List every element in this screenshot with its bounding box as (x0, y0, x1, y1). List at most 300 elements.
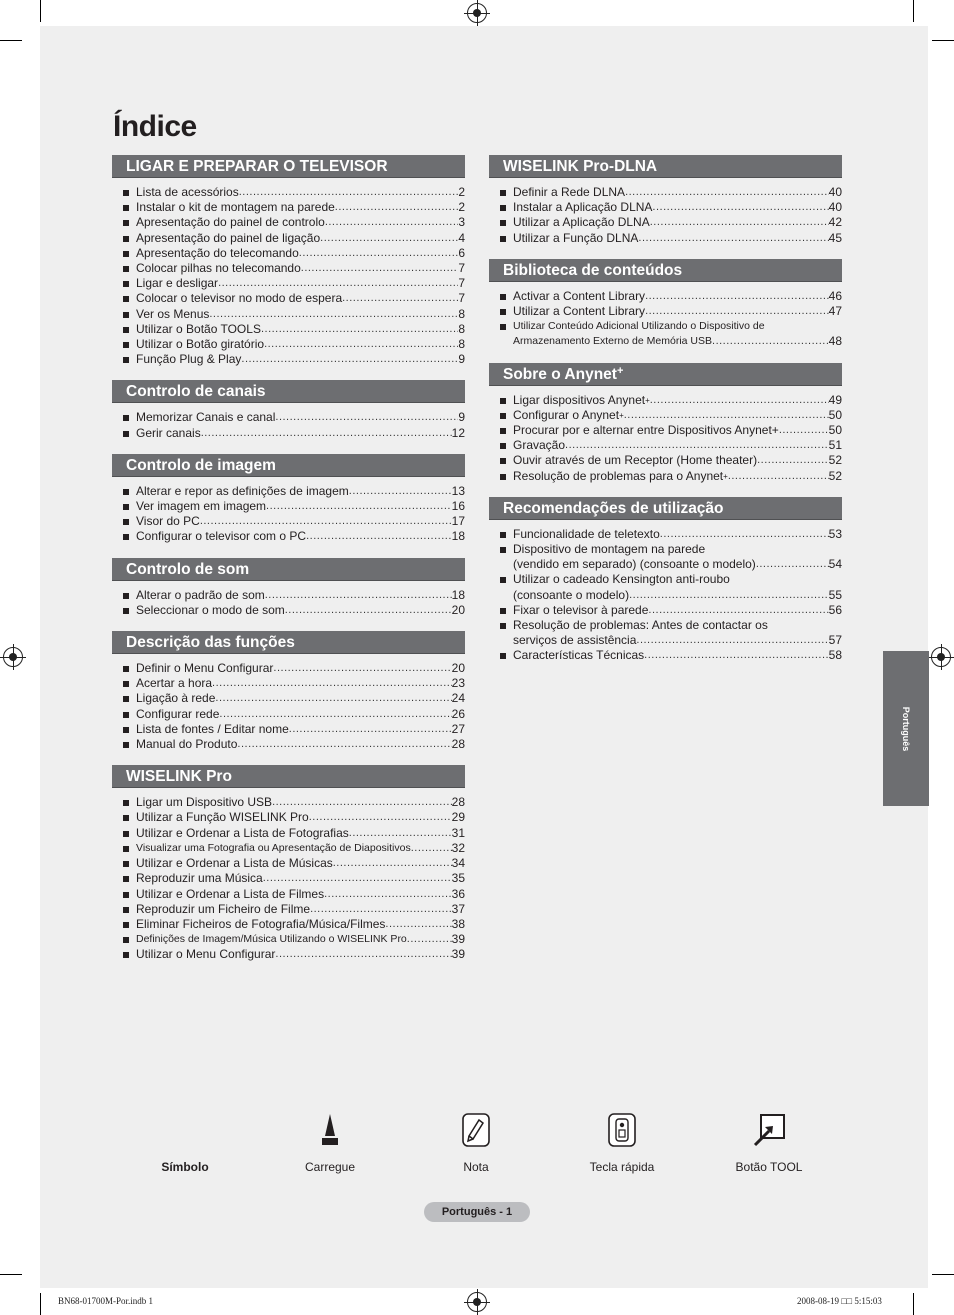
dot-leader (201, 426, 452, 441)
dot-leader (411, 841, 452, 856)
toc-entry[interactable] (122, 841, 465, 856)
toc-entry-page: 6 (458, 245, 465, 260)
toc-entry-page: 4 (458, 230, 465, 245)
dot-leader (239, 185, 459, 200)
toc-entry-page: 26 (451, 706, 465, 721)
toc-entry-label: Ligar dispositivos Anynet (513, 392, 646, 407)
crop-mark (932, 1274, 954, 1275)
toc-entry[interactable] (499, 527, 842, 542)
toc-entry-label: Visor do PC (136, 514, 200, 529)
dot-leader (272, 795, 452, 810)
toc-entry[interactable] (499, 200, 842, 215)
press-icon (318, 1112, 342, 1148)
toc-right-column (489, 155, 842, 677)
toc-entry-page: 28 (451, 737, 465, 752)
dot-leader (266, 499, 452, 514)
toc-entry[interactable] (499, 648, 842, 663)
toc-entry-label: Gerir canais (136, 425, 201, 440)
toc-entry-label: Função Plug & Play (136, 352, 242, 367)
dot-leader (645, 304, 829, 319)
dot-leader (241, 352, 458, 367)
crop-mark (0, 40, 22, 41)
toc-entry-page: 31 (451, 825, 465, 840)
symbol-note (431, 1110, 521, 1174)
toc-list (112, 581, 465, 618)
toc-entry-page: 20 (451, 602, 465, 617)
toc-entry-label: Definir a Rede DLNA (513, 185, 626, 199)
section-heading (489, 363, 842, 386)
toc-section (489, 259, 842, 350)
toc-entry-label: Reproduzir uma Música (136, 871, 263, 886)
symbol-label: Botão TOOL (735, 1160, 803, 1174)
toc-entry-label: Utilizar e Ordenar a Lista de Fotografias (136, 825, 349, 840)
toc-entry[interactable] (499, 231, 842, 246)
toc-entry-label: Apresentação do painel de ligação (136, 230, 321, 245)
dot-leader (310, 902, 452, 917)
toc-entry-page: 3 (458, 215, 465, 230)
toc-entry[interactable] (499, 215, 842, 230)
toc-entry[interactable] (122, 947, 465, 962)
section-heading-text: LIGAR E PREPARAR O TELEVISOR (126, 158, 388, 175)
page-number-badge: Português - 1 (424, 1202, 530, 1222)
toc-entry-page: 9 (458, 352, 465, 367)
toc-entry-label-cont: (vendido em separado) (consoante o modelo) (513, 557, 756, 572)
section-heading (112, 765, 465, 788)
dot-leader (652, 200, 828, 215)
section-heading-text: Sobre o Anynet (503, 365, 617, 383)
toc-entry-label: Instalar o kit de montagem na parede (136, 200, 335, 215)
toc-section (489, 497, 842, 664)
symbol-hotkey (577, 1110, 667, 1174)
toc-entry[interactable] (122, 737, 465, 752)
toc-section (112, 155, 465, 367)
toc-entry-label: Definições de Imagem/Música Utilizando o WISELINK Pro (136, 933, 407, 946)
dot-leader (625, 185, 829, 200)
toc-entry-label: Utilizar a Função DLNA (513, 230, 639, 245)
dot-leader (325, 215, 459, 230)
toc-entry[interactable] (122, 707, 465, 722)
toc-entry-label: Utilizar a Content Library (513, 304, 646, 319)
dot-leader (756, 557, 829, 572)
toc-entry-label: Utilizar Conteúdo Adicional Utilizando o Dispositivo de (513, 320, 765, 333)
toc-entry-page: 34 (451, 856, 465, 871)
toc-list (489, 282, 842, 350)
toc-entry-page: 8 (458, 321, 465, 336)
section-heading-text: Biblioteca de conteúdos (503, 261, 683, 279)
toc-entry[interactable] (499, 603, 842, 618)
toc-entry-label: Lista de fontes / Editar nome (136, 721, 289, 736)
toc-section (489, 363, 842, 484)
toc-entry-page: 35 (451, 871, 465, 886)
toc-entry-label: Dispositivo de montagem na parede (513, 542, 706, 557)
toc-entry-label: Utilizar o cadeado Kensington anti-roubo (513, 572, 730, 587)
toc-entry-page: 40 (828, 200, 842, 215)
toc-entry-page: 42 (828, 215, 842, 230)
registration-mark-icon (467, 3, 487, 23)
toc-entry-label: Ver os Menus (136, 306, 210, 321)
toc-entry[interactable] (122, 514, 465, 529)
toc-entry-page: 58 (828, 648, 842, 663)
dot-leader (306, 529, 452, 544)
toc-section (489, 155, 842, 246)
dot-leader (650, 215, 829, 230)
dot-leader (275, 947, 451, 962)
toc-entry[interactable] (122, 276, 465, 291)
toc-entry-label: Procurar por e alternar entre Dispositivos Anynet+ (513, 423, 779, 438)
toc-entry-label: Apresentação do painel de controlo (136, 215, 325, 230)
toc-entry[interactable] (122, 676, 465, 691)
toc-entry-page: 28 (451, 795, 465, 810)
toc-entry[interactable] (122, 722, 465, 737)
section-heading-text: WISELINK Pro-DLNA (503, 158, 658, 175)
toc-entry-page: 2 (458, 200, 465, 215)
dot-leader (629, 588, 829, 603)
toc-entry-page: 40 (828, 185, 842, 199)
toc-entry-page: 55 (828, 587, 842, 602)
toc-entry-label: Resolução de problemas para o Anynet (513, 468, 724, 483)
toc-entry-label: Utilizar o Botão TOOLS (136, 321, 261, 336)
toc-entry-label-cont: serviços de assistência (513, 633, 637, 648)
toc-entry-label-cont: Armazenamento Externo de Memória USB (513, 335, 713, 348)
tool-button-icon (751, 1112, 787, 1148)
toc-entry-label: Colocar pilhas no telecomando (136, 261, 301, 276)
toc-entry[interactable] (122, 810, 465, 825)
toc-entry-label: Configurar rede (136, 706, 220, 721)
toc-entry-label: Ligar um Dispositivo USB (136, 795, 273, 810)
toc-entry[interactable] (122, 231, 465, 246)
toc-entry[interactable] (499, 542, 842, 572)
symbol-heading: Símbolo (161, 1160, 209, 1174)
dot-leader (638, 231, 828, 246)
toc-entry[interactable] (122, 291, 465, 306)
registration-mark-icon (467, 1292, 487, 1312)
dot-leader (209, 307, 458, 322)
heading-superscript: + (616, 364, 624, 377)
dot-leader (309, 810, 452, 825)
toc-entry-label: Utilizar e Ordenar a Lista de Filmes (136, 886, 325, 901)
crop-mark (40, 1293, 41, 1315)
symbol-tool-button (724, 1110, 814, 1174)
dot-leader (636, 633, 828, 648)
toc-entry-label: Instalar a Aplicação DLNA (513, 200, 653, 215)
toc-entry-page: 51 (828, 438, 842, 453)
hotkey-icon (606, 1112, 638, 1148)
toc-entry-label: Ligar e desligar (136, 276, 219, 291)
toc-list (112, 178, 465, 367)
toc-list (112, 788, 465, 962)
toc-entry[interactable] (499, 289, 842, 304)
toc-entry-page: 18 (451, 587, 465, 602)
toc-entry-label: Apresentação do telecomando (136, 245, 299, 260)
dot-leader (349, 826, 452, 841)
toc-entry[interactable] (122, 588, 465, 603)
toc-entry[interactable] (122, 215, 465, 230)
entry-superscript: + (619, 410, 624, 420)
toc-entry[interactable] (499, 408, 842, 423)
symbol-label: Nota (463, 1160, 489, 1174)
section-heading-text: Controlo de imagem (126, 456, 276, 474)
dot-leader (237, 737, 451, 752)
toc-entry-page: 57 (828, 633, 842, 648)
toc-list (489, 386, 842, 484)
toc-entry[interactable] (499, 572, 842, 602)
page-title: Índice (113, 110, 197, 143)
section-heading (489, 259, 842, 282)
entry-superscript: + (645, 395, 650, 405)
toc-entry-page: 12 (451, 425, 465, 440)
toc-entry[interactable] (122, 337, 465, 352)
toc-entry[interactable] (122, 484, 465, 499)
symbol-label: Carregue (304, 1160, 356, 1174)
toc-left-column (112, 155, 465, 976)
dot-leader (324, 887, 452, 902)
toc-entry-page: 16 (451, 499, 465, 514)
dot-leader (264, 337, 458, 352)
toc-entry-page: 9 (458, 410, 465, 425)
toc-entry-label: Colocar o televisor no modo de espera (136, 291, 343, 306)
toc-entry-page: 47 (828, 304, 842, 319)
toc-entry-page: 2 (458, 185, 465, 199)
toc-entry-page: 36 (451, 886, 465, 901)
toc-entry-label: Ver imagem em imagem (136, 499, 267, 514)
dot-leader (333, 856, 452, 871)
crop-mark (40, 0, 41, 22)
toc-entry-page: 50 (828, 423, 842, 438)
toc-list (112, 477, 465, 545)
dot-leader (349, 484, 452, 499)
toc-entry[interactable] (499, 453, 842, 468)
dot-leader (212, 676, 452, 691)
toc-entry-label: Configurar o Anynet (513, 407, 620, 422)
toc-list (112, 654, 465, 752)
toc-entry-page: 50 (828, 407, 842, 422)
toc-entry[interactable] (122, 200, 465, 215)
symbol-legend (140, 1110, 840, 1180)
toc-entry-label: Manual do Produto (136, 737, 238, 752)
toc-entry-label: Funcionalidade de teletexto (513, 526, 660, 541)
section-heading (489, 497, 842, 520)
toc-entry-page: 8 (458, 306, 465, 321)
toc-entry-label: Gravação (513, 438, 566, 453)
toc-entry[interactable] (122, 499, 465, 514)
toc-entry-label: Configurar o televisor com o PC (136, 529, 307, 544)
section-heading (112, 380, 465, 403)
toc-list (489, 178, 842, 246)
toc-entry-page: 53 (828, 526, 842, 541)
dot-leader (273, 661, 451, 676)
toc-entry-label: Utilizar a Aplicação DLNA (513, 215, 650, 230)
toc-entry-page: 20 (451, 661, 465, 676)
dot-leader (728, 469, 829, 484)
section-heading-text: WISELINK Pro (126, 768, 232, 786)
toc-entry[interactable] (122, 529, 465, 544)
dot-leader (624, 408, 829, 423)
toc-entry-page: 49 (828, 392, 842, 407)
toc-entry[interactable] (499, 423, 842, 438)
toc-entry-page: 52 (828, 468, 842, 483)
toc-entry-page: 39 (451, 932, 465, 947)
toc-entry[interactable] (122, 795, 465, 810)
dot-leader (757, 453, 829, 468)
toc-entry-label: Resolução de problemas: Antes de contactar os (513, 618, 768, 633)
toc-section (112, 380, 465, 440)
toc-entry[interactable] (122, 322, 465, 337)
toc-entry[interactable] (122, 887, 465, 902)
toc-entry[interactable] (122, 932, 465, 947)
toc-entry-label: Utilizar a Função WISELINK Pro (136, 810, 309, 825)
toc-entry-label: Utilizar o Menu Configurar (136, 947, 276, 962)
toc-entry-label: Visualizar uma Fotografia ou Apresentação de Diapositivos (136, 841, 411, 854)
dot-leader (650, 393, 829, 408)
toc-entry[interactable] (122, 917, 465, 932)
dot-leader (265, 588, 452, 603)
dot-leader (261, 322, 458, 337)
toc-entry[interactable] (122, 871, 465, 886)
toc-entry-page: 27 (451, 721, 465, 736)
section-heading (112, 558, 465, 581)
footer-timestamp: 2008-08-19 □□ 5:15:03 (797, 1296, 882, 1306)
dot-leader (301, 261, 459, 276)
dot-leader (320, 231, 458, 246)
dot-leader (565, 438, 829, 453)
dot-leader (342, 291, 458, 306)
footer-file-name: BN68-01700M-Por.indb 1 (58, 1296, 154, 1306)
toc-entry-label: Activar a Content Library (513, 288, 646, 303)
toc-entry[interactable] (499, 185, 842, 200)
dot-leader (335, 200, 459, 215)
toc-entry-label: Utilizar e Ordenar a Lista de Músicas (136, 856, 333, 871)
toc-entry-label: Características Técnicas (513, 648, 645, 663)
toc-entry[interactable] (122, 603, 465, 618)
toc-entry[interactable] (122, 410, 465, 425)
section-heading (112, 631, 465, 654)
toc-entry-page: 13 (451, 483, 465, 498)
dot-leader (218, 276, 458, 291)
section-heading-text: Controlo de canais (126, 383, 266, 401)
toc-entry-page: 23 (451, 676, 465, 691)
toc-entry[interactable] (499, 469, 842, 484)
dot-leader (215, 691, 451, 706)
toc-list (489, 520, 842, 664)
crop-mark (913, 1293, 914, 1315)
toc-entry[interactable] (122, 856, 465, 871)
toc-entry-page: 52 (828, 453, 842, 468)
toc-entry-page: 7 (458, 276, 465, 291)
dot-leader (200, 514, 452, 529)
toc-entry-page: 37 (451, 901, 465, 916)
dot-leader (645, 289, 829, 304)
toc-entry-page: 45 (828, 230, 842, 245)
toc-entry-label: Ligação à rede (136, 691, 216, 706)
toc-entry-label: Reproduzir um Ficheiro de Filme (136, 901, 311, 916)
toc-section (112, 454, 465, 545)
registration-mark-icon (3, 647, 23, 667)
toc-entry-label: Memorizar Canais e canal (136, 410, 276, 425)
toc-entry-label-cont: (consoante o modelo) (513, 587, 630, 602)
toc-list (112, 403, 465, 440)
toc-entry[interactable] (122, 691, 465, 706)
toc-entry-page: 18 (451, 529, 465, 544)
toc-entry[interactable] (499, 393, 842, 408)
dot-leader (285, 603, 452, 618)
dot-leader (644, 648, 828, 663)
toc-entry-page: 32 (451, 840, 465, 855)
toc-entry[interactable] (122, 307, 465, 322)
crop-mark (0, 1274, 22, 1275)
section-heading-text: Descrição das funções (126, 634, 295, 652)
toc-entry-page: 54 (828, 557, 842, 572)
toc-entry[interactable] (499, 618, 842, 648)
dot-leader (648, 603, 828, 618)
dot-leader (219, 707, 451, 722)
registration-mark-icon (931, 647, 951, 667)
symbol-press (285, 1110, 375, 1174)
dot-leader (263, 871, 452, 886)
toc-entry[interactable] (122, 185, 465, 200)
toc-entry-label: Fixar o televisor à parede (513, 602, 649, 617)
toc-entry[interactable] (499, 304, 842, 319)
toc-entry-page: 29 (451, 810, 465, 825)
toc-entry-page: 56 (828, 602, 842, 617)
section-heading-text: Controlo de som (126, 560, 250, 578)
toc-entry-page: 7 (458, 291, 465, 306)
dot-leader (289, 722, 452, 737)
toc-entry[interactable] (122, 352, 465, 367)
dot-leader (275, 410, 458, 425)
note-icon (460, 1112, 492, 1148)
toc-entry-page: 48 (828, 334, 842, 349)
toc-section (112, 558, 465, 618)
section-heading (112, 454, 465, 477)
toc-section (112, 765, 465, 962)
toc-entry-label: Utilizar o Botão giratório (136, 337, 265, 352)
dot-leader (712, 334, 829, 349)
section-heading (489, 155, 842, 178)
symbol-label: Tecla rápida (589, 1160, 655, 1174)
toc-entry-label: Lista de acessórios (136, 185, 239, 199)
toc-entry-label: Acertar a hora (136, 676, 213, 691)
toc-entry[interactable] (122, 426, 465, 441)
entry-superscript: + (723, 471, 728, 481)
dot-leader (779, 423, 829, 438)
toc-entry[interactable] (122, 261, 465, 276)
toc-entry-label: Seleccionar o modo de som (136, 602, 285, 617)
symbol-heading-cell (140, 1110, 230, 1174)
toc-entry[interactable] (499, 319, 842, 349)
toc-entry-page: 38 (451, 916, 465, 931)
toc-entry[interactable] (122, 661, 465, 676)
dot-leader (385, 917, 451, 932)
toc-entry-page: 17 (451, 514, 465, 529)
crop-mark (932, 40, 954, 41)
toc-entry-page: 24 (451, 691, 465, 706)
dot-leader (407, 932, 452, 947)
toc-entry-page: 39 (451, 947, 465, 962)
toc-entry[interactable] (499, 438, 842, 453)
toc-entry[interactable] (122, 902, 465, 917)
toc-entry-page: 7 (458, 261, 465, 276)
crop-mark (913, 0, 914, 22)
section-heading-text: Recomendações de utilização (503, 499, 724, 517)
toc-entry-page: 46 (828, 288, 842, 303)
toc-entry[interactable] (122, 246, 465, 261)
dot-leader (660, 527, 829, 542)
toc-entry-label: Alterar e repor as definições de imagem (136, 483, 349, 498)
toc-entry-page: 8 (458, 337, 465, 352)
toc-entry-label: Ouvir através de um Receptor (Home theater) (513, 453, 758, 468)
toc-entry[interactable] (122, 826, 465, 841)
toc-entry-label: Definir o Menu Configurar (136, 661, 274, 676)
